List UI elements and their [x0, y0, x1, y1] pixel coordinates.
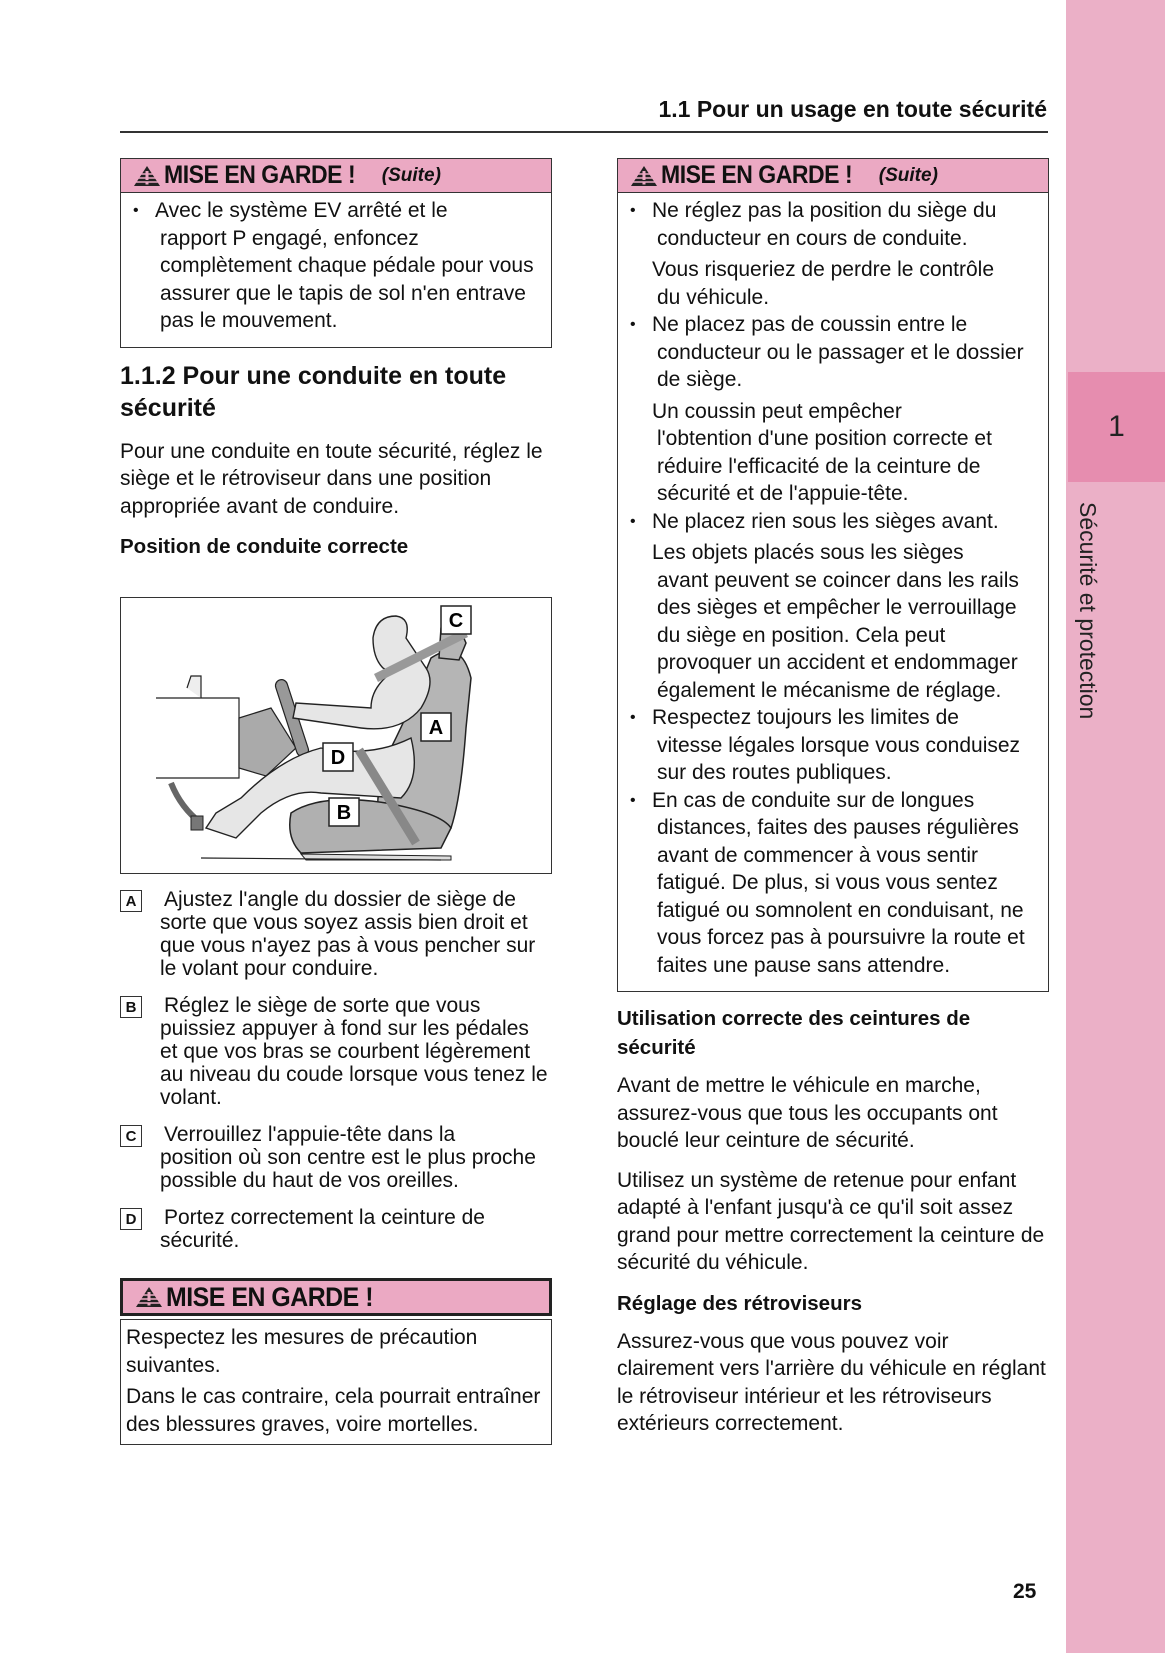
warning-header: [120, 1278, 552, 1316]
warning-bullet: • Ne placez pas de coussin entre le conducteur ou le passager et le dossier de siège.: [626, 311, 1040, 394]
subhead-seatbelts: Utilisation correcte des ceintures de sécurité: [617, 1007, 971, 1059]
warning-triangle-icon: [135, 1286, 163, 1308]
header-rule: [120, 131, 1048, 133]
legend-item-b: B Réglez le siège de sorte que vous puissiez appuyer à fond sur les pédales et que vos bras se courbent légèrement au niveau du coude lorsque vous tenez le volant.: [120, 994, 552, 1109]
left-column: [120, 158, 552, 1445]
label-c: C: [448, 610, 464, 632]
warning-header: [618, 159, 1048, 193]
label-a: A: [428, 717, 444, 739]
warning-suite: (Suite): [381, 164, 441, 186]
label-d: D: [330, 747, 346, 769]
figure-legend: [120, 888, 552, 1252]
chapter-sidebar: [1066, 0, 1165, 1653]
warning-title: MISE EN GARDE !: [661, 161, 853, 189]
warning-note: Un coussin peut empêcher l'obtention d'une position correcte et réduire l'efficacité de la ceinture de sécurité et de l'appuie-tête.: [652, 399, 992, 505]
driving-position-illustration: [120, 597, 552, 874]
page-number: 25: [1013, 1580, 1037, 1603]
key-a: A: [120, 890, 142, 912]
intro-paragraph: Pour une conduite en toute sécurité, réglez le siège et le rétroviseur dans une position appropriée avant de conduire.: [120, 439, 543, 518]
warning-suite: (Suite): [878, 164, 938, 186]
warning-note: Vous risqueriez de perdre le contrôle du véhicule.: [652, 258, 995, 309]
mirror-paragraph: Assurez-vous que vous pouvez voir clairement vers l'arrière du véhicule en réglant le rétroviseur intérieur et les rétroviseurs extérieurs correctement.: [617, 1329, 1046, 1435]
warning-bullet: • Avec le système EV arrêté et le rapport P engagé, enfoncez complètement chaque pédale pour vous assurer que le tapis de sol n'en entrave pas le mouvement.: [129, 197, 543, 335]
warning-title: MISE EN GARDE !: [164, 161, 356, 189]
key-b: B: [120, 996, 142, 1018]
legend-item-a: A Ajustez l'angle du dossier de siège de sorte que vous soyez assis bien droit et que vous n'ayez pas à vous pencher sur le volant pour conduire.: [120, 888, 552, 980]
warning-header: [121, 159, 551, 193]
seatbelt-paragraph-1: Avant de mettre le véhicule en marche, assurez-vous que tous les occupants ont bouclé leur ceinture de sécurité.: [617, 1074, 998, 1152]
warning-body: [121, 193, 551, 347]
warning-note: Les objets placés sous les sièges avant peuvent se coincer dans les rails des sièges et empêcher le verrouillage du siège en position. Cela peut provoquer un accident et endommager également le mécanisme de réglage.: [652, 541, 1019, 702]
running-head: 1.1 Pour un usage en toute sécurité: [658, 96, 1047, 122]
chapter-title: Sécurité et protection: [1075, 502, 1101, 720]
legend-item-d: D Portez correctement la ceinture de sécurité.: [120, 1206, 552, 1252]
warning-triangle-icon: [630, 165, 658, 187]
key-c: C: [120, 1125, 142, 1147]
right-column: [617, 158, 1049, 1450]
warning-bullet: • Ne réglez pas la position du siège du conducteur en cours de conduite.: [626, 197, 1040, 252]
driver-seat-diagram: [121, 598, 551, 873]
warning-triangle-icon: [133, 165, 161, 187]
subhead-mirrors: Réglage des rétroviseurs: [617, 1291, 862, 1315]
warning-bullet: • Respectez toujours les limites de vitesse légales lorsque vous conduisez sur des routes publiques.: [626, 704, 1040, 787]
key-d: D: [120, 1208, 142, 1230]
section-title: 1.1.2 Pour une conduite en toute sécurité: [120, 361, 507, 422]
warning-body: Respectez les mesures de précaution suivantes. Dans le cas contraire, cela pourrait entraîner des blessures graves, voire mortelles.: [120, 1319, 552, 1445]
warning-box: [120, 1278, 552, 1445]
label-b: B: [336, 802, 352, 824]
subhead-driving-position: Position de conduite correcte: [120, 535, 409, 558]
warning-box-continued: [617, 158, 1049, 992]
warning-title: MISE EN GARDE !: [166, 1281, 374, 1312]
warning-body: [618, 193, 1048, 991]
warning-bullet: • En cas de conduite sur de longues distances, faites des pauses régulières avant de commencer à vous sentir fatigué. De plus, si vous vous sentez fatigué ou somnolent en conduisant, ne vous forcez pas à poursuivre la route et faites une pause sans attendre.: [626, 787, 1040, 980]
seatbelt-paragraph-2: Utilisez un système de retenue pour enfant adapté à l'enfant jusqu'à ce qu'il soit assez grand pour mettre correctement la ceinture de sécurité du véhicule.: [617, 1168, 1045, 1274]
chapter-number-tab[interactable]: 1: [1068, 372, 1165, 482]
warning-bullet: • Ne placez rien sous les sièges avant.: [626, 508, 1040, 536]
warning-box-continued: [120, 158, 552, 348]
legend-item-c: C Verrouillez l'appuie-tête dans la position où son centre est le plus proche possible du haut de vos oreilles.: [120, 1123, 552, 1192]
